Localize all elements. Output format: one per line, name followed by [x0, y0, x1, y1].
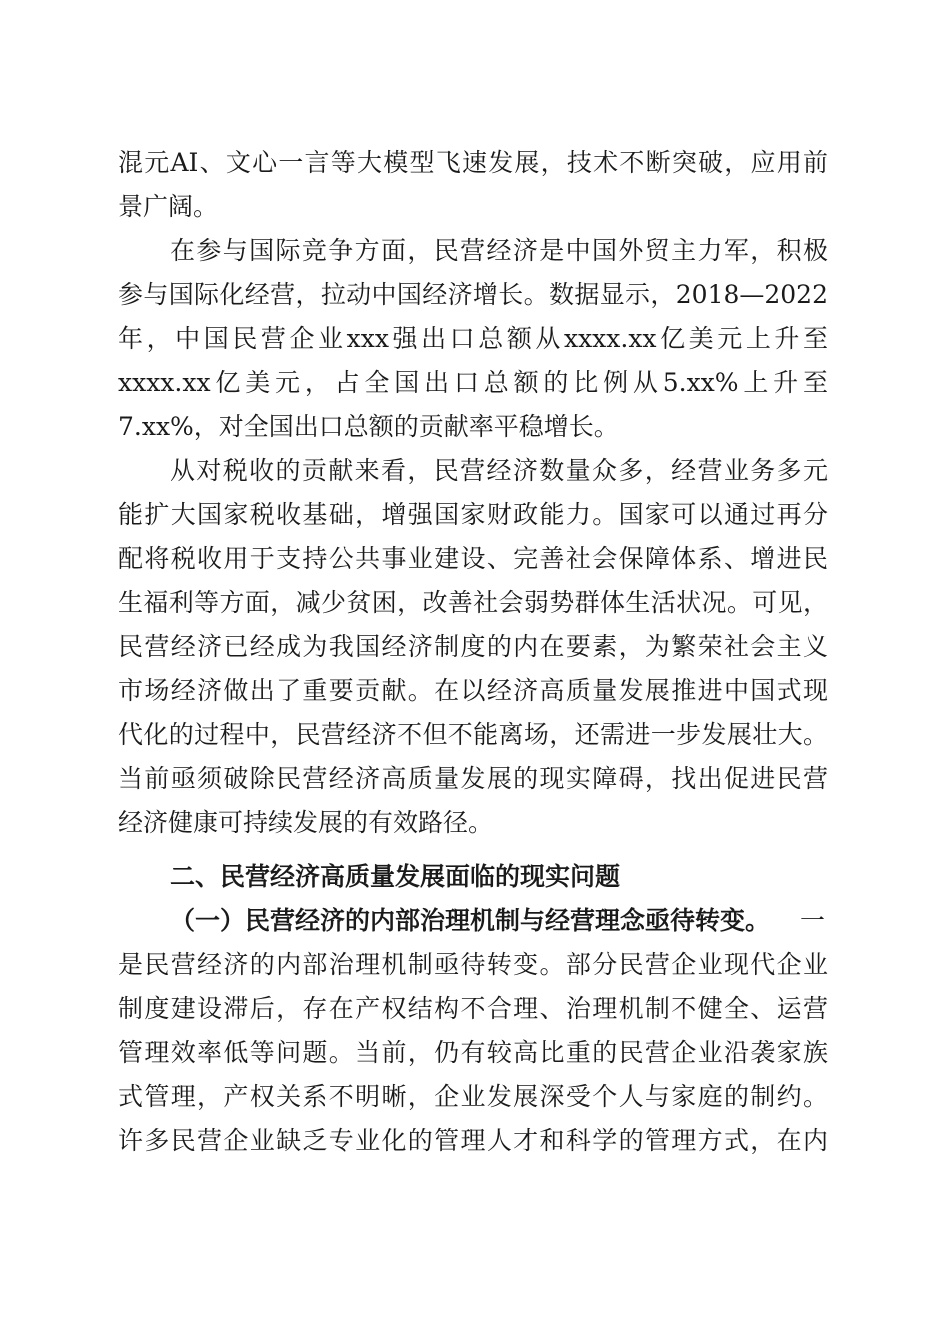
text-line: 代化的过程中，民营经济不但不能离场，还需进一步发展壮大。	[118, 720, 828, 749]
text-line: 能扩大国家税收基础，增强国家财政能力。国家可以通过再分	[118, 500, 828, 529]
text-line: 参与国际化经营，拉动中国经济增长。数据显示，2018—2022	[118, 280, 828, 309]
text-line: 民营经济已经成为我国经济制度的内在要素，为繁荣社会主义	[118, 632, 828, 661]
text-line: 许多民营企业缺乏专业化的管理人才和科学的管理方式，在内	[118, 1126, 828, 1155]
text-line: 式管理，产权关系不明晰，企业发展深受个人与家庭的制约。	[118, 1082, 828, 1111]
text-line: 生福利等方面，减少贫困，改善社会弱势群体生活状况。可见，	[118, 588, 828, 617]
text-line: 景广阔。	[118, 192, 219, 221]
text-line: 年，中国民营企业xxx强出口总额从xxxx.xx亿美元上升至	[118, 324, 828, 353]
text-line: 经济健康可持续发展的有效路径。	[118, 808, 494, 837]
text-line: 市场经济做出了重要贡献。在以经济高质量发展推进中国式现	[118, 676, 828, 705]
text-line: 制度建设滞后，存在产权结构不合理、治理机制不健全、运营	[118, 994, 828, 1023]
text-line: 7.xx%，对全国出口总额的贡献率平稳增长。	[118, 412, 619, 441]
text-line: 一	[800, 906, 826, 935]
paragraph-first-line: 在参与国际竞争方面，民营经济是中国外贸主力军，积极	[170, 236, 828, 265]
text-line: 配将税收用于支持公共事业建设、完善社会保障体系、增进民	[118, 544, 828, 573]
text-line: 是民营经济的内部治理机制亟待转变。部分民营企业现代企业	[118, 950, 828, 979]
text-line: xxxx.xx亿美元，占全国出口总额的比例从5.xx%上升至	[118, 368, 828, 397]
text-line: 管理效率低等问题。当前，仍有较高比重的民营企业沿袭家族	[118, 1038, 828, 1067]
text-line: 当前亟须破除民营经济高质量发展的现实障碍，找出促进民营	[118, 764, 828, 793]
section-heading: 二、民营经济高质量发展面临的现实问题	[170, 862, 621, 891]
paragraph-first-line: 从对税收的贡献来看，民营经济数量众多，经营业务多元	[170, 456, 828, 485]
subsection-heading: （一）民营经济的内部治理机制与经营理念亟待转变。	[170, 906, 771, 935]
text-line: 混元AI、文心一言等大模型飞速发展，技术不断突破，应用前	[118, 148, 828, 177]
